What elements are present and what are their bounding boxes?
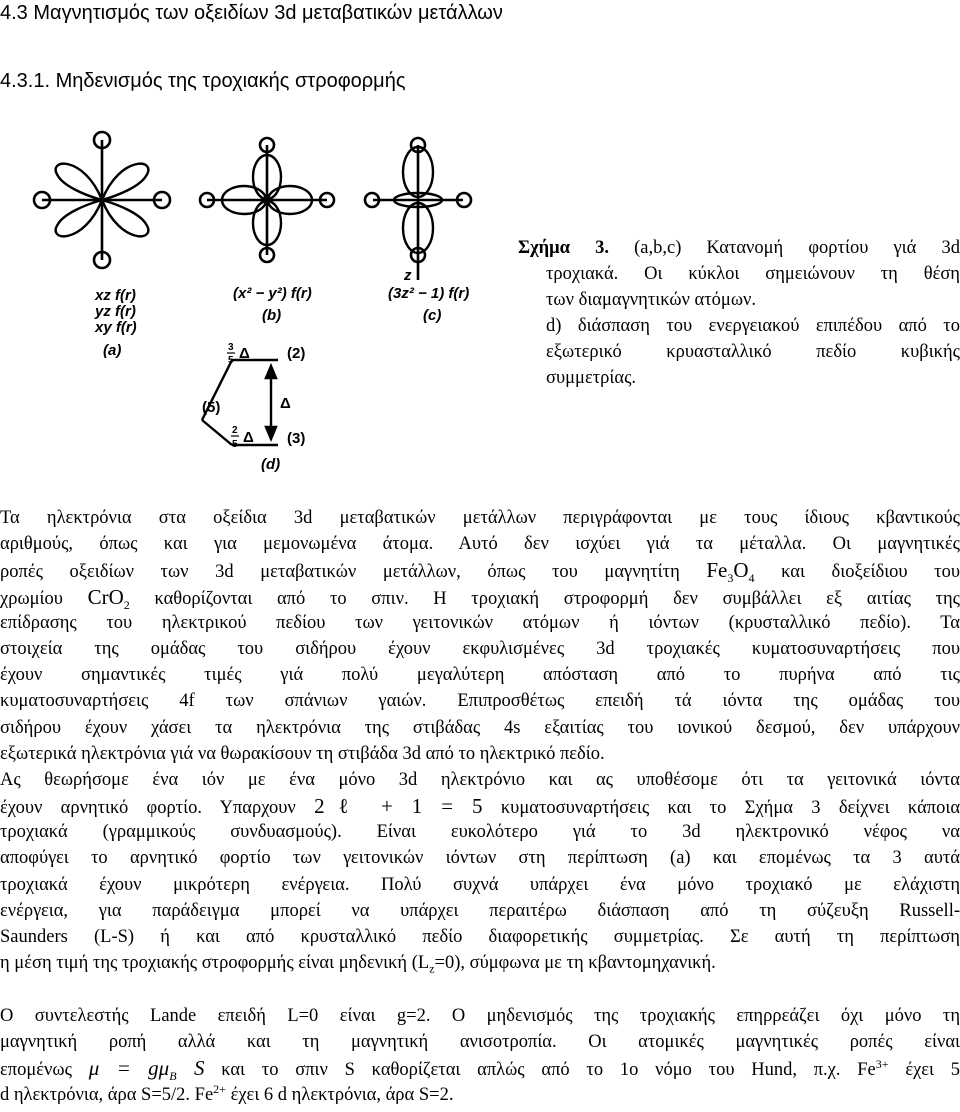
- label-d-lower-delta: Δ: [243, 429, 254, 446]
- label-d-upper-delta: Δ: [239, 345, 250, 362]
- body-line: Ο συντελεστής Lande επειδή L=0 είναι g=2. Ο μηδενισμός της τροχιακής επηρρεάζει όχι μόνο τη: [0, 1006, 960, 1026]
- figure-caption: [518, 235, 960, 391]
- body-line: Τα ηλεκτρόνια στα οξείδια 3d μεταβατικών μετάλλων περιγράφονται με τους ίδιους κβαντικούς: [0, 508, 960, 528]
- label-d-lower-num: 2: [232, 425, 238, 436]
- body-line: ενέργεια, για παράδειγμα μπορεί να υπάρχει περαιτέρω διάσπαση από τη σύζευξη Russell-: [0, 900, 960, 921]
- formula-fe3o4: $Fe_3O_4$: [706, 558, 755, 586]
- formula-mu: $\mu = g\mu_B$ S: [88, 1056, 205, 1084]
- label-d-lower-den: 5: [232, 439, 238, 450]
- body-line: σιδήρου έχουν χάσει τα ηλεκτρόνια της στιβάδας 4s εξαιτίας του ιονικού δεσμού, δεν υπάρχουν: [0, 717, 960, 738]
- body-line: τροχιακά (γραμμικούς συνδυασμούς). Είναι ευκολότερο γιά το 3d ηλεκτρονικό νέφος να: [0, 822, 960, 843]
- label-a-yz: yz f(r): [95, 303, 136, 320]
- orbital-b: [200, 138, 334, 262]
- label-d-upper-den: 5: [228, 355, 234, 366]
- label-b-tag: (b): [262, 307, 282, 324]
- body-line: επομένως $\mu = g\mu_B$ S και το σπιν S καθορίζεται απλώς από το 1ο νόμο του Hund, π.χ. $Fe^{3+}$ έχει 5: [0, 1056, 960, 1084]
- body-line: αποφύγει το αρνητικό φορτίο των γειτονικών ιόντων στη περίπτωση (a) και επομένως τα 3 αυτά: [0, 848, 960, 869]
- caption-line-1: (a,b,c) Κατανομή φορτίου γιά 3d: [634, 238, 960, 258]
- label-a-tag: (a): [103, 342, 122, 359]
- label-d-upper-num: 3: [228, 342, 234, 353]
- caption-line-5: εξωτερικό κρυασταλλικό πεδίο κυβικής: [546, 342, 960, 362]
- caption-line-3: των διαμαγνητικών ατόμων.: [546, 290, 757, 310]
- label-d-upper-deg: (2): [287, 345, 306, 362]
- body-line: Saunders (L-S) ή και από κρυσταλλικό πεδίο διαφορετικής συμμετρίας. Σε αυτή τη περίπτωση: [0, 927, 960, 947]
- label-c-func: (3z² − 1) f(r): [388, 285, 470, 302]
- figure-3: [0, 110, 515, 480]
- caption-line-6: συμμετρίας.: [546, 368, 637, 388]
- caption-label: Σχήμα 3.: [518, 238, 609, 258]
- label-a-xy: xy f(r): [95, 319, 137, 336]
- body-paragraph-2: [0, 1003, 960, 1108]
- body-line: η μέση τιμή της τροχιακής στροφορμής είναι μηδενική $(L_z=0)$, σύμφωνα με τη κβαντομηχανική.: [0, 953, 716, 976]
- caption-line-4: d) διάσπαση του ενεργειακού επιπέδου από το: [546, 316, 960, 336]
- body-line: κυματοσυναρτήσεις 4f των σπάνιων γαιών. Επιπροσθέτως επειδή τά ιόντα της ομάδας του: [0, 691, 960, 712]
- body-line: τροχιακά έχουν μικρότερη ενέργεια. Πολύ συχνά υπάρχει ένα μόνο τροχιακό με ελάχιστη: [0, 874, 960, 895]
- body-line: ροπές οξειδίων των 3d μεταβατικών μετάλλων, όπως του μαγνητίτη $Fe_3O_4$ και διοξείδιου του: [0, 558, 960, 586]
- section-heading: 4.3 Μαγνητισμός των οξειδίων 3d μεταβατικών μετάλλων: [0, 2, 503, 24]
- body-line: μαγνητική ροπή αλλά και τη μαγνητική ανισοτροπία. Οι ατομικές μαγνητικές ροπές είναι: [0, 1032, 960, 1053]
- formula-cro2: CrO$_2$: [87, 584, 130, 612]
- label-c-tag: (c): [423, 307, 442, 324]
- caption-line-2: τροχιακά. Οι κύκλοι σημειώνουν τη θέση: [546, 264, 960, 284]
- body-line: έχουν αρνητικό φορτίο. Υπαρχουν 2ℓ + 1 = 5 κυματοσυναρτήσεις και το Σχήμα 3 δείχνει κάποια: [0, 794, 960, 819]
- orbital-a: [34, 132, 170, 268]
- body-line: Ας θεωρήσομε ένα ιόν με ένα μόνο 3d ηλεκτρόνιο και ας υποθέσομε ότι τα γειτονικά ιόντα: [0, 769, 960, 790]
- label-b-func: (x² − y²) f(r): [233, 285, 312, 302]
- subsection-heading: 4.3.1. Μηδενισμός της τροχιακής στροφορμής: [0, 70, 406, 92]
- body-paragraphs: [0, 505, 960, 976]
- body-line: αριθμούς, όπως και για μεμονωμένα άτομα. Αυτό δεν ισχύει γιά τα μέταλλα. Οι μαγνητικές: [0, 534, 960, 555]
- label-d-lower-deg: (3): [287, 430, 306, 447]
- label-d-mid-delta: Δ: [280, 395, 291, 412]
- body-line: d ηλεκτρόνια, άρα S=5/2. $Fe^{2+}$ έχει 6 d ηλεκτρόνια, άρα S=2.: [0, 1081, 454, 1105]
- body-line: χρωμίου CrO$_2$ καθορίζονται από το σπιν. Η τροχιακή στροφορμή δεν συμβάλλει εξ αιτίας της: [0, 584, 960, 612]
- body-line: εξωτερικά ηλεκτρόνια γιά να θωρακίσουν τη στιβάδα 3d από το ηλεκτρικό πεδίο.: [0, 743, 605, 764]
- label-c-axis: z: [404, 267, 412, 284]
- label-a-xz: xz f(r): [95, 287, 136, 304]
- body-line: στοιχεία της ομάδας του σιδήρου έχουν εκφυλισμένες 3d τροχιακές κυματοσυναρτήσεις που: [0, 638, 960, 659]
- orbital-c: [365, 138, 471, 280]
- body-line: επίδρασης του ηλεκτρικού πεδίου των γειτονικών ατόμων ή ιόντων (κρυσταλλικό πεδίο). Τα: [0, 612, 960, 633]
- formula-2l-plus-1: 2ℓ + 1 = 5: [314, 794, 483, 819]
- body-line: έχουν σημαντικές τιμές γιά πολύ μεγαλύτερη απόσταση από το πυρήνα από τις: [0, 665, 960, 686]
- label-d-tag: (d): [261, 456, 281, 473]
- label-d-left-deg: (5): [202, 399, 221, 416]
